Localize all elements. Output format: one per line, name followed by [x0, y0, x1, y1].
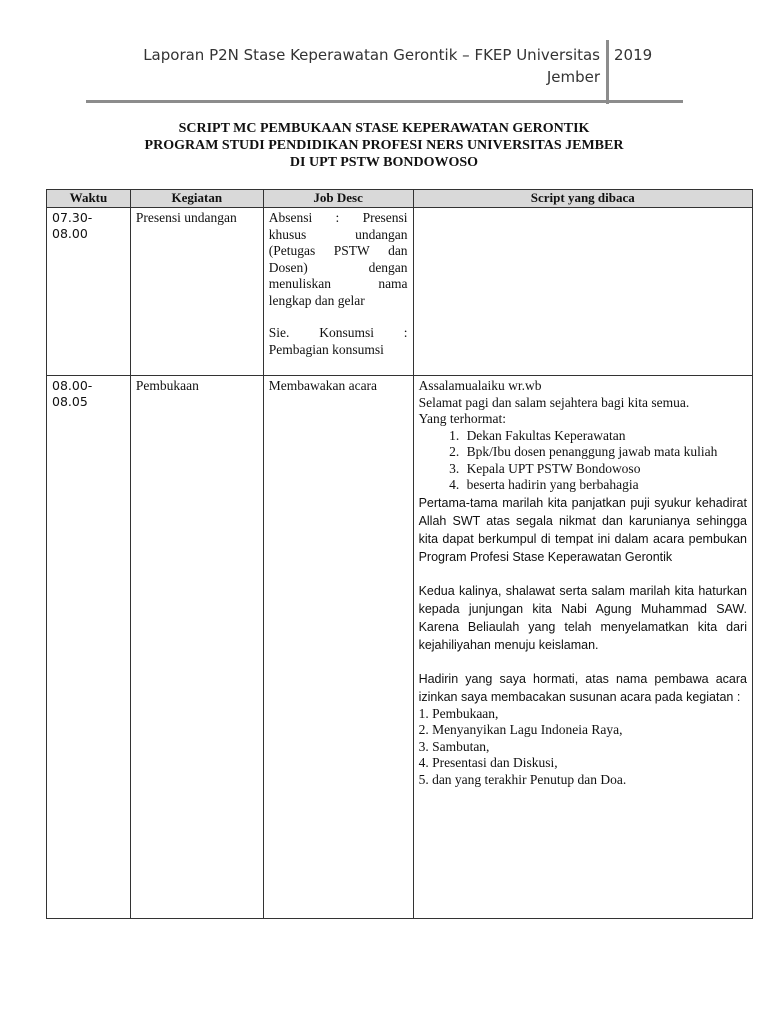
header-line-2: Jember	[546, 68, 600, 86]
cell-job-desc	[263, 208, 413, 376]
job-desc-absensi: Absensi : Presensi khusus undangan (Petugas PSTW dan Dosen) dengan menuliskan nama lengkap dan gelar	[268, 210, 408, 308]
cell-job-desc: Membawakan acara	[263, 376, 413, 919]
header-job-desc: Job Desc	[263, 190, 413, 208]
title-line-1: SCRIPT MC PEMBUKAAN STASE KEPERAWATAN GERONTIK	[178, 121, 590, 136]
table-row	[47, 376, 753, 919]
list-item: 2. Menyanyikan Lagu Indoneia Raya,	[418, 722, 623, 737]
waktu-end: 08.00	[52, 226, 88, 241]
cell-waktu	[47, 376, 131, 919]
waktu-end: 08.05	[52, 394, 88, 409]
waktu-start: 08.00-	[52, 378, 93, 393]
honored-guests-list	[419, 428, 747, 494]
script-yang-terhormat: Yang terhormat:	[418, 411, 507, 426]
list-item: 4. beserta hadirin yang berbahagia	[463, 477, 747, 494]
cell-script	[413, 376, 752, 919]
cell-script	[413, 208, 752, 376]
header-divider-vertical	[606, 40, 609, 104]
header-script: Script yang dibaca	[413, 190, 752, 208]
list-item: 4. Presentasi dan Diskusi,	[418, 755, 558, 770]
list-item: 3. Sambutan,	[418, 738, 490, 754]
waktu-start: 07.30-	[52, 210, 93, 225]
header-year: 2019	[614, 46, 653, 64]
script-greeting: Assalamualaiku wr.wb	[418, 378, 542, 393]
script-paragraph-3: Hadirin yang saya hormati, atas nama pembawa acara izinkan saya membacakan susunan acara pada kegiatan :	[418, 671, 747, 704]
job-desc-konsumsi: Sie. Konsumsi : Pembagian konsumsi	[268, 325, 408, 357]
table-row	[47, 208, 753, 376]
list-item: 3. Kepala UPT PSTW Bondowoso	[463, 461, 747, 478]
list-item: 5. dan yang terakhir Penutup dan Doa.	[418, 771, 627, 787]
header-divider-horizontal	[86, 100, 683, 103]
cell-kegiatan: Presensi undangan	[130, 208, 263, 376]
list-item: 1. Pembukaan,	[418, 705, 499, 721]
title-line-2: PROGRAM STUDI PENDIDIKAN PROFESI NERS UNIVERSITAS JEMBER	[144, 138, 624, 153]
header-waktu: Waktu	[47, 190, 131, 208]
script-table	[46, 189, 753, 919]
list-item: 1. Dekan Fakultas Keperawatan	[463, 428, 747, 445]
script-paragraph-2: Kedua kalinya, shalawat serta salam marilah kita haturkan kepada junjungan kita Nabi Agung Muhammad SAW. Karena Beliaulah yang telah menyelamatkan kita dari kejahiliyahan menuju keislaman.	[418, 583, 747, 652]
document-title	[0, 120, 768, 171]
script-paragraph-1: Pertama-tama marilah kita panjatkan puji syukur kehadirat Allah SWT atas segala nikmat dan karunianya sehingga kita dapat berkumpul di tempat ini dalam acara pembukan Program Profesi Stase Keperawatan Gerontik	[418, 495, 747, 564]
header-line-1: Laporan P2N Stase Keperawatan Gerontik – FKEP Universitas	[143, 46, 600, 64]
agenda-list	[419, 706, 747, 789]
script-selamat: Selamat pagi dan salam sejahtera bagi kita semua.	[418, 394, 690, 410]
cell-kegiatan: Pembukaan	[130, 376, 263, 919]
title-line-3: DI UPT PSTW BONDOWOSO	[289, 155, 479, 170]
table-header-row	[47, 190, 753, 208]
header-kegiatan: Kegiatan	[130, 190, 263, 208]
list-item: 2. Bpk/Ibu dosen penanggung jawab mata kuliah	[463, 444, 747, 461]
cell-waktu	[47, 208, 131, 376]
running-header	[120, 44, 600, 88]
